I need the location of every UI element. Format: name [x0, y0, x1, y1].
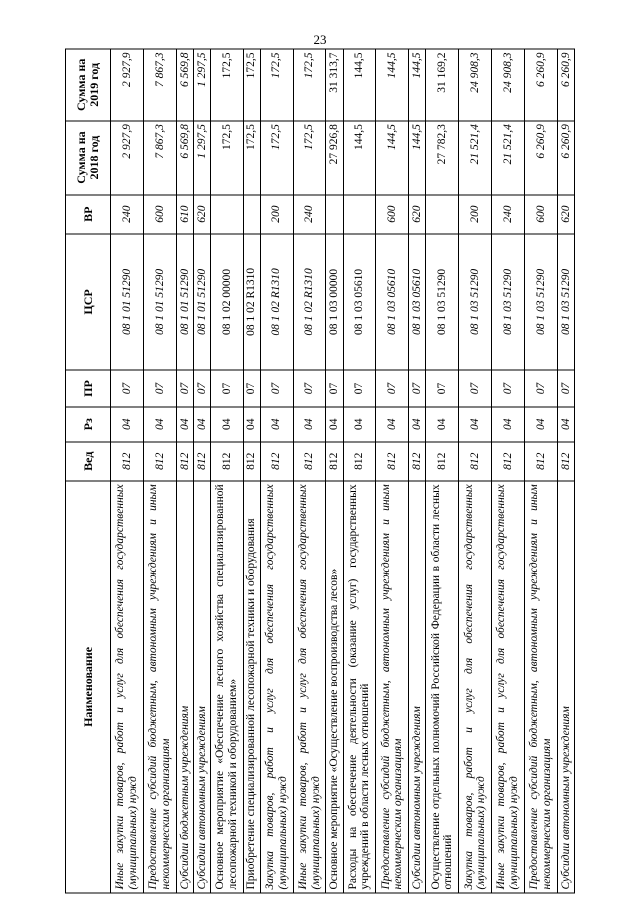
- cell-pr: 07: [193, 370, 210, 407]
- cell-vr: 200: [459, 195, 492, 234]
- cell-ved: 812: [426, 442, 459, 481]
- cell-rz: 04: [293, 407, 326, 442]
- table-row: [143, 49, 176, 893]
- cell-pr: 07: [376, 370, 409, 407]
- cell-vr: [210, 195, 243, 234]
- cell-csr: 08 1 01 51290: [193, 234, 210, 370]
- cell-csr: 08 1 03 51290: [557, 234, 574, 370]
- cell-sum-2018: 144,5: [409, 121, 426, 195]
- table-row: [524, 49, 557, 893]
- cell-rz: 04: [492, 407, 525, 442]
- cell-pr: 07: [143, 370, 176, 407]
- cell-rz: 04: [524, 407, 557, 442]
- cell-sum-2018: 172,5: [293, 121, 326, 195]
- cell-name: Иные закупки товаров, работ и услуг для обеспечения государственных (муниципальных) нужд: [293, 481, 326, 893]
- cell-csr: 08 1 03 00000: [326, 234, 343, 370]
- cell-csr: 08 1 03 05610: [376, 234, 409, 370]
- cell-vr: 610: [176, 195, 193, 234]
- cell-sum-2019: 1 297,5: [193, 49, 210, 121]
- cell-sum-2018: 27 782,3: [426, 121, 459, 195]
- table-row: [343, 49, 376, 893]
- cell-rz: 04: [409, 407, 426, 442]
- cell-sum-2018: 144,5: [376, 121, 409, 195]
- cell-vr: 240: [293, 195, 326, 234]
- cell-name: Основное мероприятие «Осуществление воспроизводства лесов»: [326, 481, 343, 893]
- cell-ved: 812: [243, 442, 260, 481]
- header-sum-2018: Сумма на 2018 год: [66, 121, 111, 195]
- cell-pr: 07: [176, 370, 193, 407]
- cell-name: Закупка товаров, работ и услуг для обеспечения государственных (муниципальных) нужд: [459, 481, 492, 893]
- cell-sum-2019: 172,5: [293, 49, 326, 121]
- cell-vr: 600: [524, 195, 557, 234]
- cell-sum-2018: 2 927,9: [111, 121, 144, 195]
- cell-pr: 07: [557, 370, 574, 407]
- cell-ved: 812: [492, 442, 525, 481]
- cell-pr: 07: [260, 370, 293, 407]
- cell-pr: 07: [210, 370, 243, 407]
- table-row: [557, 49, 574, 893]
- cell-pr: 07: [343, 370, 376, 407]
- cell-rz: 04: [210, 407, 243, 442]
- cell-sum-2018: 172,5: [260, 121, 293, 195]
- cell-pr: 07: [426, 370, 459, 407]
- cell-ved: 812: [193, 442, 210, 481]
- cell-vr: 240: [111, 195, 144, 234]
- table-row: [111, 49, 144, 893]
- cell-csr: 08 1 03 05610: [409, 234, 426, 370]
- cell-vr: 200: [260, 195, 293, 234]
- cell-vr: 620: [557, 195, 574, 234]
- cell-sum-2018: 172,5: [210, 121, 243, 195]
- cell-vr: [243, 195, 260, 234]
- cell-csr: 08 1 01 51290: [176, 234, 193, 370]
- cell-name: Расходы на обеспечение деятельности (оказание услуг) государственных учреждений в области лесных отношений: [343, 481, 376, 893]
- cell-pr: 07: [111, 370, 144, 407]
- cell-sum-2019: 172,5: [260, 49, 293, 121]
- header-csr: ЦСР: [66, 234, 111, 370]
- cell-sum-2018: 27 926,8: [326, 121, 343, 195]
- cell-sum-2019: 2 927,9: [111, 49, 144, 121]
- cell-sum-2019: 6 569,8: [176, 49, 193, 121]
- cell-csr: 08 1 02 R1310: [293, 234, 326, 370]
- cell-rz: 04: [426, 407, 459, 442]
- cell-sum-2018: 21 521,4: [492, 121, 525, 195]
- cell-csr: 08 1 03 05610: [343, 234, 376, 370]
- cell-name: Субсидии автономным учреждениям: [193, 481, 210, 893]
- cell-ved: 812: [524, 442, 557, 481]
- cell-pr: 07: [459, 370, 492, 407]
- cell-vr: 240: [492, 195, 525, 234]
- cell-sum-2019: 7 867,3: [143, 49, 176, 121]
- header-pr: ПР: [66, 370, 111, 407]
- cell-ved: 812: [326, 442, 343, 481]
- cell-csr: 08 1 01 51290: [143, 234, 176, 370]
- table-row: [193, 49, 210, 893]
- cell-vr: 600: [143, 195, 176, 234]
- cell-rz: 04: [143, 407, 176, 442]
- cell-name: Предоставление субсидий бюджетным, автономным учреждениям и иным некоммерческим организациям: [524, 481, 557, 893]
- cell-name: Субсидии автономным учреждениям: [409, 481, 426, 893]
- table-row: [260, 49, 293, 893]
- cell-pr: 07: [409, 370, 426, 407]
- cell-ved: 812: [210, 442, 243, 481]
- table-row: [459, 49, 492, 893]
- cell-csr: 08 1 02 R1310: [260, 234, 293, 370]
- cell-sum-2018: 6 569,8: [176, 121, 193, 195]
- cell-vr: 600: [376, 195, 409, 234]
- cell-vr: [343, 195, 376, 234]
- cell-sum-2018: 6 260,9: [557, 121, 574, 195]
- header-sum-2019: Сумма на 2019 год: [66, 49, 111, 121]
- cell-sum-2018: 6 260,9: [524, 121, 557, 195]
- cell-pr: 07: [243, 370, 260, 407]
- cell-sum-2019: 31 169,2: [426, 49, 459, 121]
- rotated-table-container: [65, 49, 575, 894]
- cell-sum-2019: 172,5: [210, 49, 243, 121]
- table-body: [111, 49, 575, 893]
- cell-vr: [326, 195, 343, 234]
- cell-name: Иные закупки товаров, работ и услуг для обеспечения государственных (муниципальных) нужд: [111, 481, 144, 893]
- cell-sum-2018: 1 297,5: [193, 121, 210, 195]
- cell-ved: 812: [143, 442, 176, 481]
- cell-ved: 812: [459, 442, 492, 481]
- cell-csr: 08 1 03 51290: [524, 234, 557, 370]
- cell-csr: 08 1 02 00000: [210, 234, 243, 370]
- cell-ved: 812: [376, 442, 409, 481]
- cell-name: Иные закупки товаров, работ и услуг для обеспечения государственных (муниципальных) нужд: [492, 481, 525, 893]
- cell-ved: 812: [176, 442, 193, 481]
- cell-vr: 620: [409, 195, 426, 234]
- cell-sum-2019: 144,5: [343, 49, 376, 121]
- cell-sum-2019: 6 260,9: [557, 49, 574, 121]
- cell-sum-2018: 7 867,3: [143, 121, 176, 195]
- cell-pr: 07: [524, 370, 557, 407]
- cell-sum-2018: 21 521,4: [459, 121, 492, 195]
- cell-sum-2019: 24 908,3: [459, 49, 492, 121]
- cell-name: Субсидии автономным учреждениям: [557, 481, 574, 893]
- cell-rz: 04: [459, 407, 492, 442]
- cell-ved: 812: [343, 442, 376, 481]
- cell-csr: 08 1 02 R1310: [243, 234, 260, 370]
- cell-ved: 812: [260, 442, 293, 481]
- table-row: [376, 49, 409, 893]
- cell-csr: 08 1 03 51290: [426, 234, 459, 370]
- cell-sum-2018: 172,5: [243, 121, 260, 195]
- cell-sum-2019: 6 260,9: [524, 49, 557, 121]
- cell-rz: 04: [343, 407, 376, 442]
- cell-rz: 04: [376, 407, 409, 442]
- table-row: [210, 49, 243, 893]
- cell-rz: 04: [243, 407, 260, 442]
- table-row: [326, 49, 343, 893]
- cell-csr: 08 1 01 51290: [111, 234, 144, 370]
- table-row: [492, 49, 525, 893]
- cell-rz: 04: [326, 407, 343, 442]
- cell-name: Основное мероприятие «Обеспечение лесного хозяйства специализированной лесопожарной техникой и оборудованием»: [210, 481, 243, 893]
- header-vr: ВР: [66, 195, 111, 234]
- cell-name: Осуществление отдельных полномочий Российской Федерации в области лесных отношений: [426, 481, 459, 893]
- cell-csr: 08 1 03 51290: [459, 234, 492, 370]
- cell-ved: 812: [409, 442, 426, 481]
- cell-sum-2018: 144,5: [343, 121, 376, 195]
- header-name: Наименование: [66, 481, 111, 893]
- table-header-row: [66, 49, 111, 893]
- cell-rz: 04: [193, 407, 210, 442]
- cell-rz: 04: [111, 407, 144, 442]
- cell-name: Закупка товаров, работ и услуг для обеспечения государственных (муниципальных) нужд: [260, 481, 293, 893]
- table-row: [176, 49, 193, 893]
- cell-rz: 04: [557, 407, 574, 442]
- cell-ved: 812: [293, 442, 326, 481]
- cell-rz: 04: [260, 407, 293, 442]
- header-ved: Вед: [66, 442, 111, 481]
- cell-pr: 07: [326, 370, 343, 407]
- cell-sum-2019: 144,5: [376, 49, 409, 121]
- cell-ved: 812: [111, 442, 144, 481]
- cell-sum-2019: 172,5: [243, 49, 260, 121]
- cell-pr: 07: [492, 370, 525, 407]
- table-row: [293, 49, 326, 893]
- header-rz: Рз: [66, 407, 111, 442]
- cell-sum-2019: 31 313,7: [326, 49, 343, 121]
- cell-csr: 08 1 03 51290: [492, 234, 525, 370]
- cell-vr: [426, 195, 459, 234]
- page-number: 23: [313, 32, 327, 47]
- cell-rz: 04: [176, 407, 193, 442]
- cell-name: Предоставление субсидий бюджетным, автономным учреждениям и иным некоммерческим организациям: [376, 481, 409, 893]
- cell-name: Предоставление субсидий бюджетным, автономным учреждениям и иным некоммерческим организациям: [143, 481, 176, 893]
- cell-vr: 620: [193, 195, 210, 234]
- table-row: [409, 49, 426, 893]
- cell-sum-2019: 144,5: [409, 49, 426, 121]
- cell-name: Приобретение специализированной лесопожарной техники и оборудования: [243, 481, 260, 893]
- cell-pr: 07: [293, 370, 326, 407]
- table-row: [243, 49, 260, 893]
- table-row: [426, 49, 459, 893]
- cell-ved: 812: [557, 442, 574, 481]
- budget-table: [65, 49, 575, 894]
- cell-sum-2019: 24 908,3: [492, 49, 525, 121]
- cell-name: Субсидии бюджетным учреждениям: [176, 481, 193, 893]
